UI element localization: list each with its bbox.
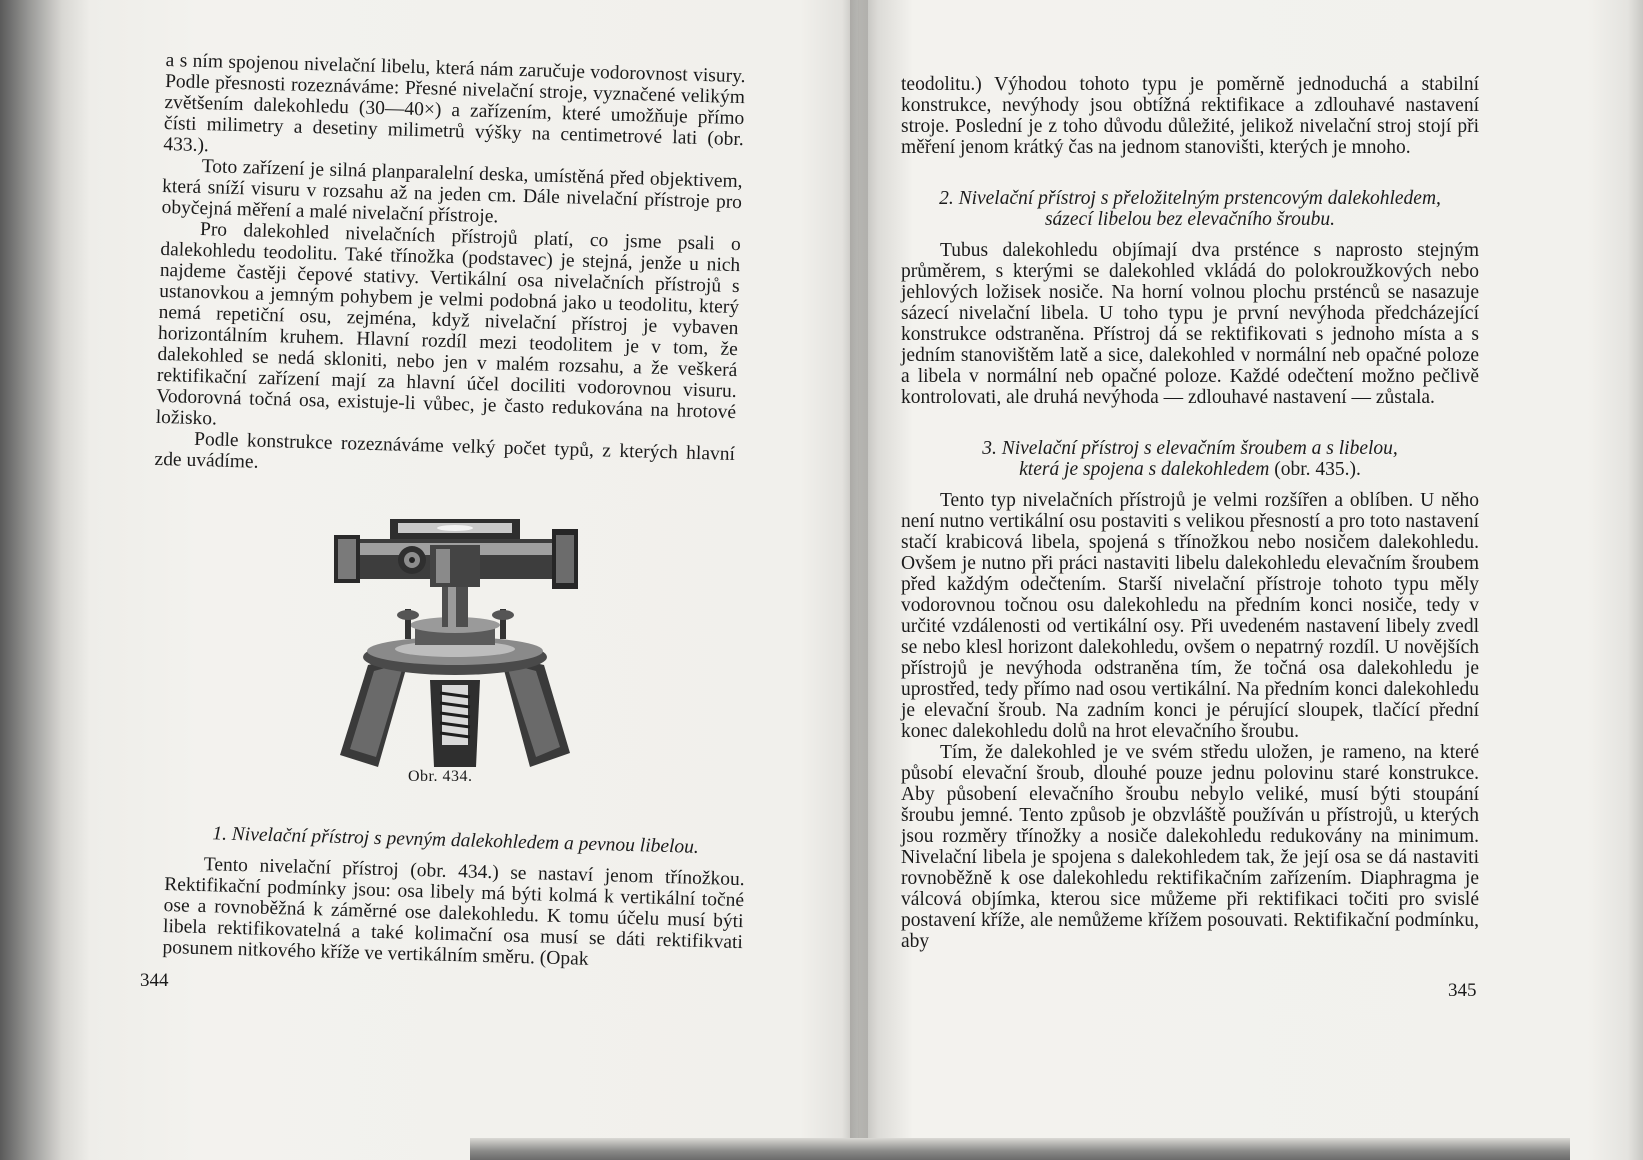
right-page [858,0,1643,1160]
right-text [901,74,1479,952]
leveling-instrument-figure [330,505,580,775]
paragraph-continuation: teodolitu.) Výhodou tohoto typu je poměrně jednoduchá a stabilní konstrukce, nevýhody jsou obtížná rektifikace a zdlouhavé nastavení stroje. Poslední je z toho důvodu důležité, jelikož nivelační stroj stojí při měření jenom krátký čas na jednom stanovišti, kterých je mnoho. [901,74,1479,158]
leveling-instrument-illustration [330,505,580,775]
page-number-right: 345 [1448,980,1477,1001]
left-text-bottom [162,822,746,974]
section-heading-3-line2 [901,459,1479,480]
section-heading-1: 1. Nivelační přístroj s pevným dalekohledem a pevnou libelou. [212,823,700,858]
book-gutter [850,0,868,1160]
paragraph-tento-typ: Tento typ nivelačních přístrojů je velmi rozšířen a oblíben. U něho není nutno vertikální osu postaviti s velikou přesností a pro toto nastavení stačí krabicová libela, spojená s třínožkou nebo nosičem dalekohledu. Ovšem je nutno při práci nastaviti libelu dalekohledu elevačním šroubem před každým odečtením. Starší nivelační přístroje tohoto typu měly vodorovnou točnou osu dalekohledu na předním konci nosiče, tedy v určité vzdálenosti od vertikální osy. Při uvedeném nastavení libely zvedl se nebo klesl horizont dalekohledu, ovšem o nepatrný rozdíl. U novějších přístrojů je nevýhoda odstraněna tím, že točná osa dalekohledu je uprostřed, tedy přímo nad osou vertikální. Na předním konci dalekohledu je elevační šroub. Na zadním konci je pérující sloupek, tlačící přední konec dalekohledu dolů na hrot elevačního šroubu. [901,490,1479,742]
intro-paragraph: a s ním spojenou nivelační libelu, která nám zaručuje vodorovnost visury. Podle přesnosti rozeznáváme: Přesné nivelační stroje, vyznačené velikým zvětšením dalekohledu (30—40×) a zařízením, které umožňuje přímo čísti milimetry a desetiny milimetrů výšky na centimetrové lati (obr. 433.). [163,50,746,157]
paragraph-tento: Tento nivelační přístroj (obr. 434.) se nastaví jenom třínožkou. Rektifikační podmínky jsou: osa libely má býti kolmá k vertikální točné ose a rovnoběžná k záměrné ose dalekohledu. K tomu účelu musí býti libela rektifikovatelná a také kolimační osa musí se dáti rektifikvati posunem nitkového kříže ve vertikálním směru. (Opak [162,854,745,970]
section-heading-3-italic: která je spojena s dalekohledem [1019,459,1270,480]
page-number-left: 344 [140,970,169,991]
paragraph-podle: Podle konstrukce rozeznáváme velký počet typů, z kterých hlavní zde uvádíme. [154,428,736,473]
section-heading-3-figure-ref: (obr. 435.). [1274,459,1361,480]
section-heading-2-line2: sázecí libelou bez elevačního šroubu. [1044,209,1336,230]
paragraph-toto: Toto zařízení je silná planparalelní deska, umístěná před objektivem, která sníží visuru v rozsahu až na jeden cm. Dále nivelační přístroje pro obyčejná měření a malé nivelační přístroje. [161,156,743,228]
paragraph-tim: Tím, že dalekohled je ve svém středu uložen, je rameno, na které působí elevační šroub, dlouhé pouze jednu polovinu staré konstrukce. Aby působení elevačního šroubu nebylo veliké, musí býti stoupání šroubu jemné. Tento způsob je obzvláště používán u přístrojů, u kterých jsou rozměry třínožky a nosiče dalekohledu redukovány na minimum. Nivelační libela je spojena s dalekohledem tak, že její osa se dá nastaviti rovnoběžně k ose dalekohledu rektifikačním zařízením. Diaphragma je válcová objímka, kterou sice můžeme při rektifikaci točiti pro svislé postavení kříže, ale nemůžeme křížem posouvati. Rektifikační podmínku, aby [901,742,1479,952]
section-heading-3-line1: 3. Nivelační přístroj s elevačním šroubem a s libelou, [982,438,1398,459]
book-bottom-edge [470,1138,1570,1160]
paragraph-pro: Pro dalekohled nivelačních přístrojů platí, co jsme psali o dalekohledu teodolitu. Také třínožka (podstavec) je stejná, jenže u nich najdeme častěji čepové stativy. Vertikální osa nivelačních přístrojů s ustanovkou a jemným pohybem je velmi podobná jako u teodolitu, který nemá repetiční osu, zejména, když nivelační přístroj je vybaven horizontálním kruhem. Hlavní rozdíl mezi teodolitem je v tom, že dalekohled se nedá skloniti, nebo jen v malém rozsahu, a že veškerá rektifikační zařízení mají za hlavní účel dociliti vodorovnou visuru. Vodorovná točná osa, existuje-li vůbec, je často redukována na hrotové ložisko. [155,219,742,430]
figure-caption: Obr. 434. [408,768,473,785]
section-heading-2-line1: 2. Nivelační přístroj s přeložitelným prstencovým dalekohledem, [939,188,1441,209]
left-text-top [154,50,746,486]
paragraph-tubus: Tubus dalekohledu objímají dva prsténce s naprosto stejným průměrem, s kterými se dalekohled vkládá do polokroužkových nebo jehlových ložisek nosiče. Na horní volnou plochu prsténců se nasazuje sázecí nivelační libela. U toho typu je první nevýhoda předcházející konstrukce odstraněna. Přístroj dá se rektifikovati s jednoho místa a s jedním stanovištěm latě a sice, dalekohled v normální neb opačné poloze a libela v normální neb opačné poloze. Každé odečtení možno pečlivě kontrolovati, ale druhá nevýhoda — zdlouhavé nastavení — zůstala. [901,240,1479,408]
